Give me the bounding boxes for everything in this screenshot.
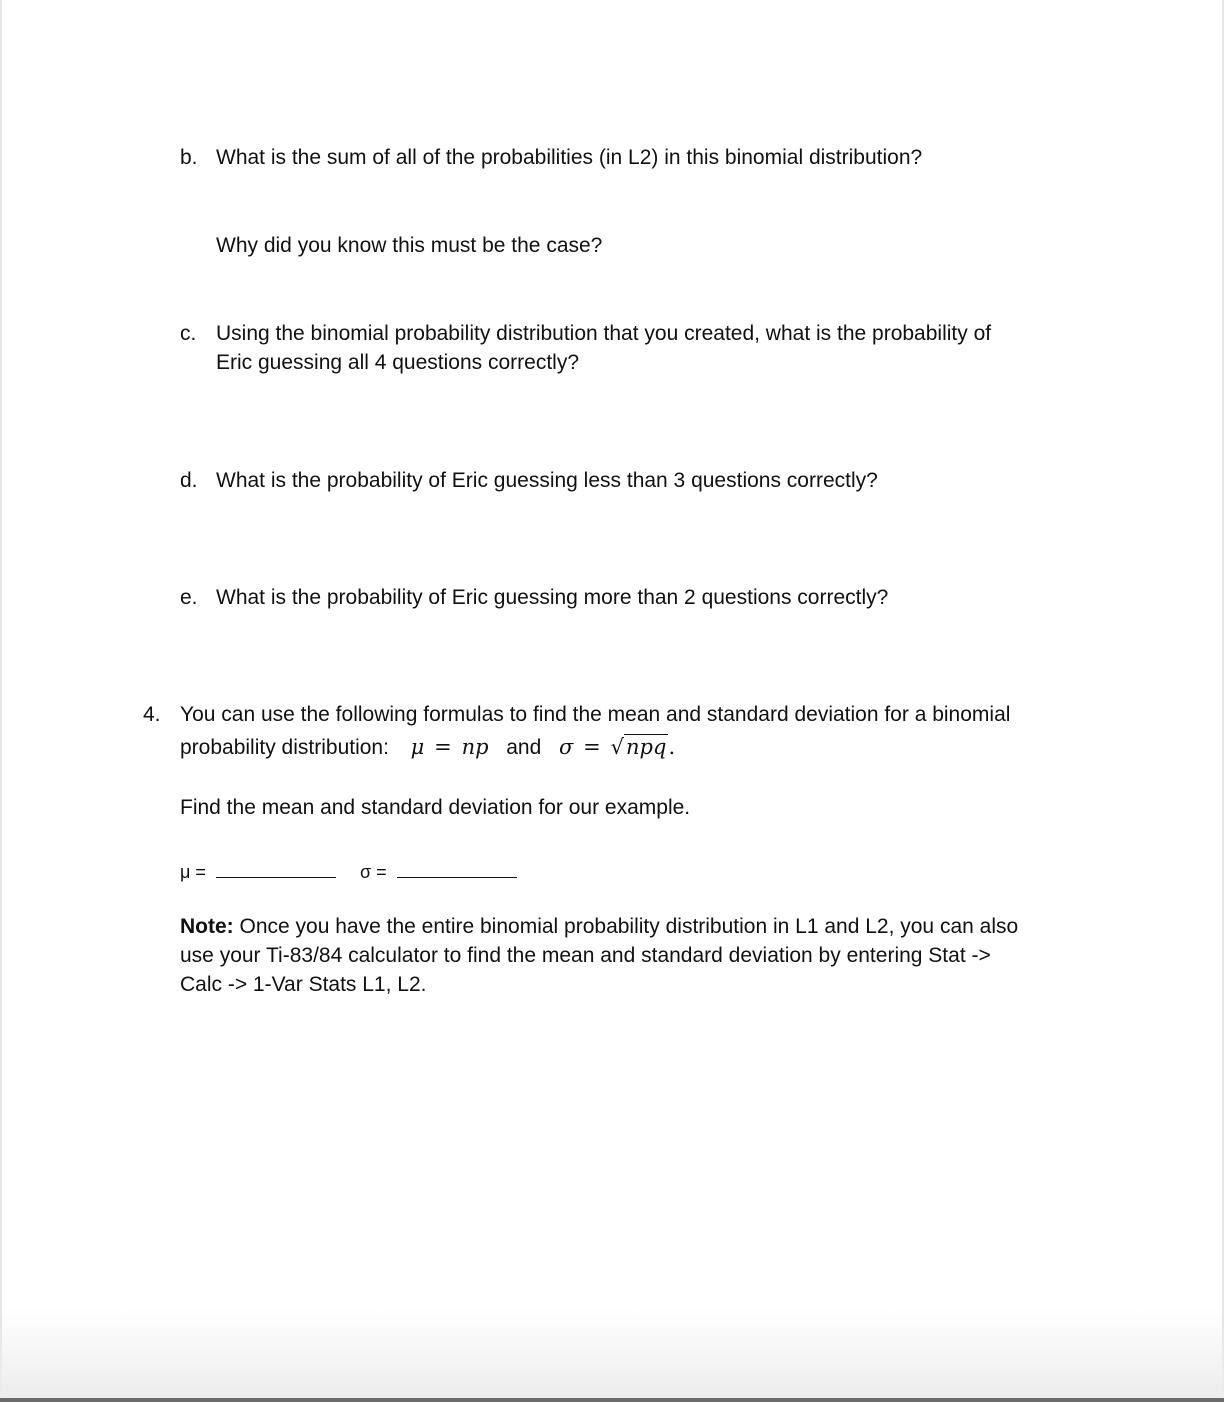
radical-sign: √: [610, 735, 625, 759]
square-root: [611, 733, 669, 762]
mean-equals: =: [434, 735, 452, 759]
note-line2: use your Ti-83/84 calculator to find the mean and standard deviation by entering Stat ->: [180, 944, 991, 967]
note-text-line1: Once you have the entire binomial probability distribution in L1 and L2, you can also: [239, 915, 1019, 938]
page-bottom-bar: [0, 1398, 1224, 1402]
item-c-question-line1: Using the binomial probability distribution that you created, what is the probability of: [216, 322, 992, 345]
mu-answer-label: μ =: [180, 862, 206, 882]
formula-prefix: probability distribution:: [180, 736, 389, 759]
note-line3: Calc -> 1-Var Stats L1, L2.: [180, 973, 427, 996]
sd-equals: =: [583, 735, 601, 759]
item-c-question-line2: Eric guessing all 4 questions correctly?: [216, 351, 580, 374]
note-line1: [180, 912, 1018, 941]
sigma-symbol: σ: [558, 735, 574, 759]
note-label: Note:: [180, 915, 234, 938]
page-edge-left: [0, 0, 2, 1402]
question-4-instruction: Find the mean and standard deviation for our example.: [180, 796, 691, 819]
sigma-answer-label: σ =: [360, 862, 387, 882]
mu-symbol: μ: [410, 735, 425, 759]
item-b-followup: Why did you know this must be the case?: [216, 234, 603, 257]
item-e-question: What is the probability of Eric guessing more than 2 questions correctly?: [216, 586, 889, 609]
item-b-marker: b.: [180, 146, 198, 169]
question-4-marker: 4.: [143, 703, 161, 726]
mean-formula: np: [461, 735, 489, 759]
sigma-answer-blank[interactable]: [397, 877, 517, 878]
item-c-marker: c.: [180, 322, 197, 345]
item-e-marker: e.: [180, 586, 198, 609]
item-b-question: What is the sum of all of the probabilities (in L2) in this binomial distribution?: [216, 146, 923, 169]
page-bottom-shadow: [0, 1308, 1224, 1398]
mu-answer-blank[interactable]: [216, 877, 336, 878]
and-text: and: [506, 736, 542, 759]
sd-formula: npq: [626, 735, 667, 759]
question-4-line1: You can use the following formulas to find the mean and standard deviation for a binomial: [180, 703, 1011, 726]
item-d-marker: d.: [180, 469, 198, 492]
item-d-question: What is the probability of Eric guessing less than 3 questions correctly?: [216, 469, 878, 492]
question-4-formula-line: [180, 733, 675, 762]
formula-period: .: [668, 735, 676, 759]
